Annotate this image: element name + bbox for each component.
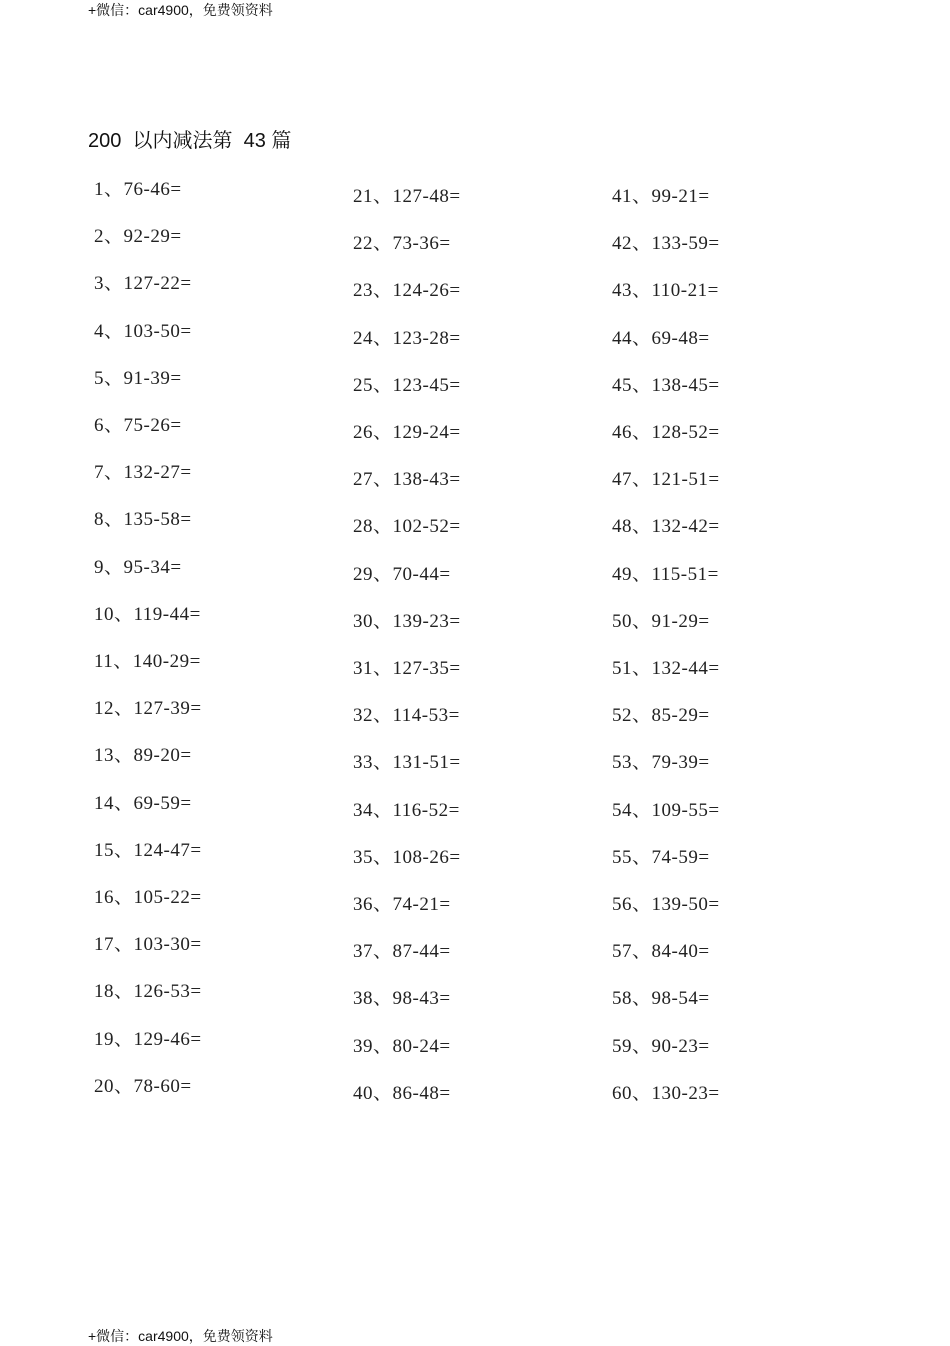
problem-item: 45、138-45= — [612, 375, 720, 396]
worksheet-title: 200 以内减法第 43 篇 — [88, 130, 292, 152]
problem-item: 38、98-43= — [353, 988, 451, 1009]
problem-item: 30、139-23= — [353, 611, 461, 632]
problem-item: 40、86-48= — [353, 1083, 451, 1104]
problem-item: 36、74-21= — [353, 894, 451, 915]
problem-item: 15、124-47= — [94, 840, 202, 861]
problem-item: 58、98-54= — [612, 988, 710, 1009]
problem-item: 49、115-51= — [612, 564, 719, 585]
problem-item: 3、127-22= — [94, 273, 192, 294]
problem-item: 57、84-40= — [612, 941, 710, 962]
watermark-bottom: +微信：car4900，免费领资料 — [88, 1328, 273, 1344]
problem-item: 53、79-39= — [612, 752, 710, 773]
problem-item: 52、85-29= — [612, 705, 710, 726]
problem-item: 51、132-44= — [612, 658, 720, 679]
problem-item: 55、74-59= — [612, 847, 710, 868]
problem-item: 12、127-39= — [94, 698, 202, 719]
problem-item: 26、129-24= — [353, 422, 461, 443]
problem-item: 44、69-48= — [612, 328, 710, 349]
problem-item: 22、73-36= — [353, 233, 451, 254]
problem-item: 35、108-26= — [353, 847, 461, 868]
problem-item: 33、131-51= — [353, 752, 461, 773]
problem-item: 1、76-46= — [94, 179, 182, 200]
problem-item: 46、128-52= — [612, 422, 720, 443]
problem-item: 59、90-23= — [612, 1036, 710, 1057]
problem-item: 41、99-21= — [612, 186, 710, 207]
problem-item: 43、110-21= — [612, 280, 719, 301]
problem-item: 5、91-39= — [94, 368, 182, 389]
problem-item: 11、140-29= — [94, 651, 201, 672]
problem-item: 2、92-29= — [94, 226, 182, 247]
problem-item: 47、121-51= — [612, 469, 720, 490]
problem-item: 18、126-53= — [94, 981, 202, 1002]
problem-item: 17、103-30= — [94, 934, 202, 955]
problem-item: 6、75-26= — [94, 415, 182, 436]
problem-item: 34、116-52= — [353, 800, 460, 821]
problem-item: 29、70-44= — [353, 564, 451, 585]
problem-item: 42、133-59= — [612, 233, 720, 254]
problem-item: 54、109-55= — [612, 800, 720, 821]
problem-item: 7、132-27= — [94, 462, 192, 483]
problem-item: 25、123-45= — [353, 375, 461, 396]
problem-item: 28、102-52= — [353, 516, 461, 537]
problem-item: 48、132-42= — [612, 516, 720, 537]
problem-item: 14、69-59= — [94, 793, 192, 814]
problem-item: 31、127-35= — [353, 658, 461, 679]
problem-item: 20、78-60= — [94, 1076, 192, 1097]
problem-item: 50、91-29= — [612, 611, 710, 632]
problem-item: 39、80-24= — [353, 1036, 451, 1057]
problem-item: 21、127-48= — [353, 186, 461, 207]
problem-item: 4、103-50= — [94, 321, 192, 342]
problem-item: 27、138-43= — [353, 469, 461, 490]
problem-item: 24、123-28= — [353, 328, 461, 349]
problem-item: 23、124-26= — [353, 280, 461, 301]
problem-item: 16、105-22= — [94, 887, 202, 908]
problem-item: 10、119-44= — [94, 604, 201, 625]
problem-item: 8、135-58= — [94, 509, 192, 530]
problem-item: 19、129-46= — [94, 1029, 202, 1050]
problem-item: 60、130-23= — [612, 1083, 720, 1104]
problem-item: 37、87-44= — [353, 941, 451, 962]
problem-item: 9、95-34= — [94, 557, 182, 578]
problem-item: 32、114-53= — [353, 705, 460, 726]
problem-item: 56、139-50= — [612, 894, 720, 915]
watermark-top: +微信：car4900，免费领资料 — [88, 2, 273, 18]
problem-item: 13、89-20= — [94, 745, 192, 766]
